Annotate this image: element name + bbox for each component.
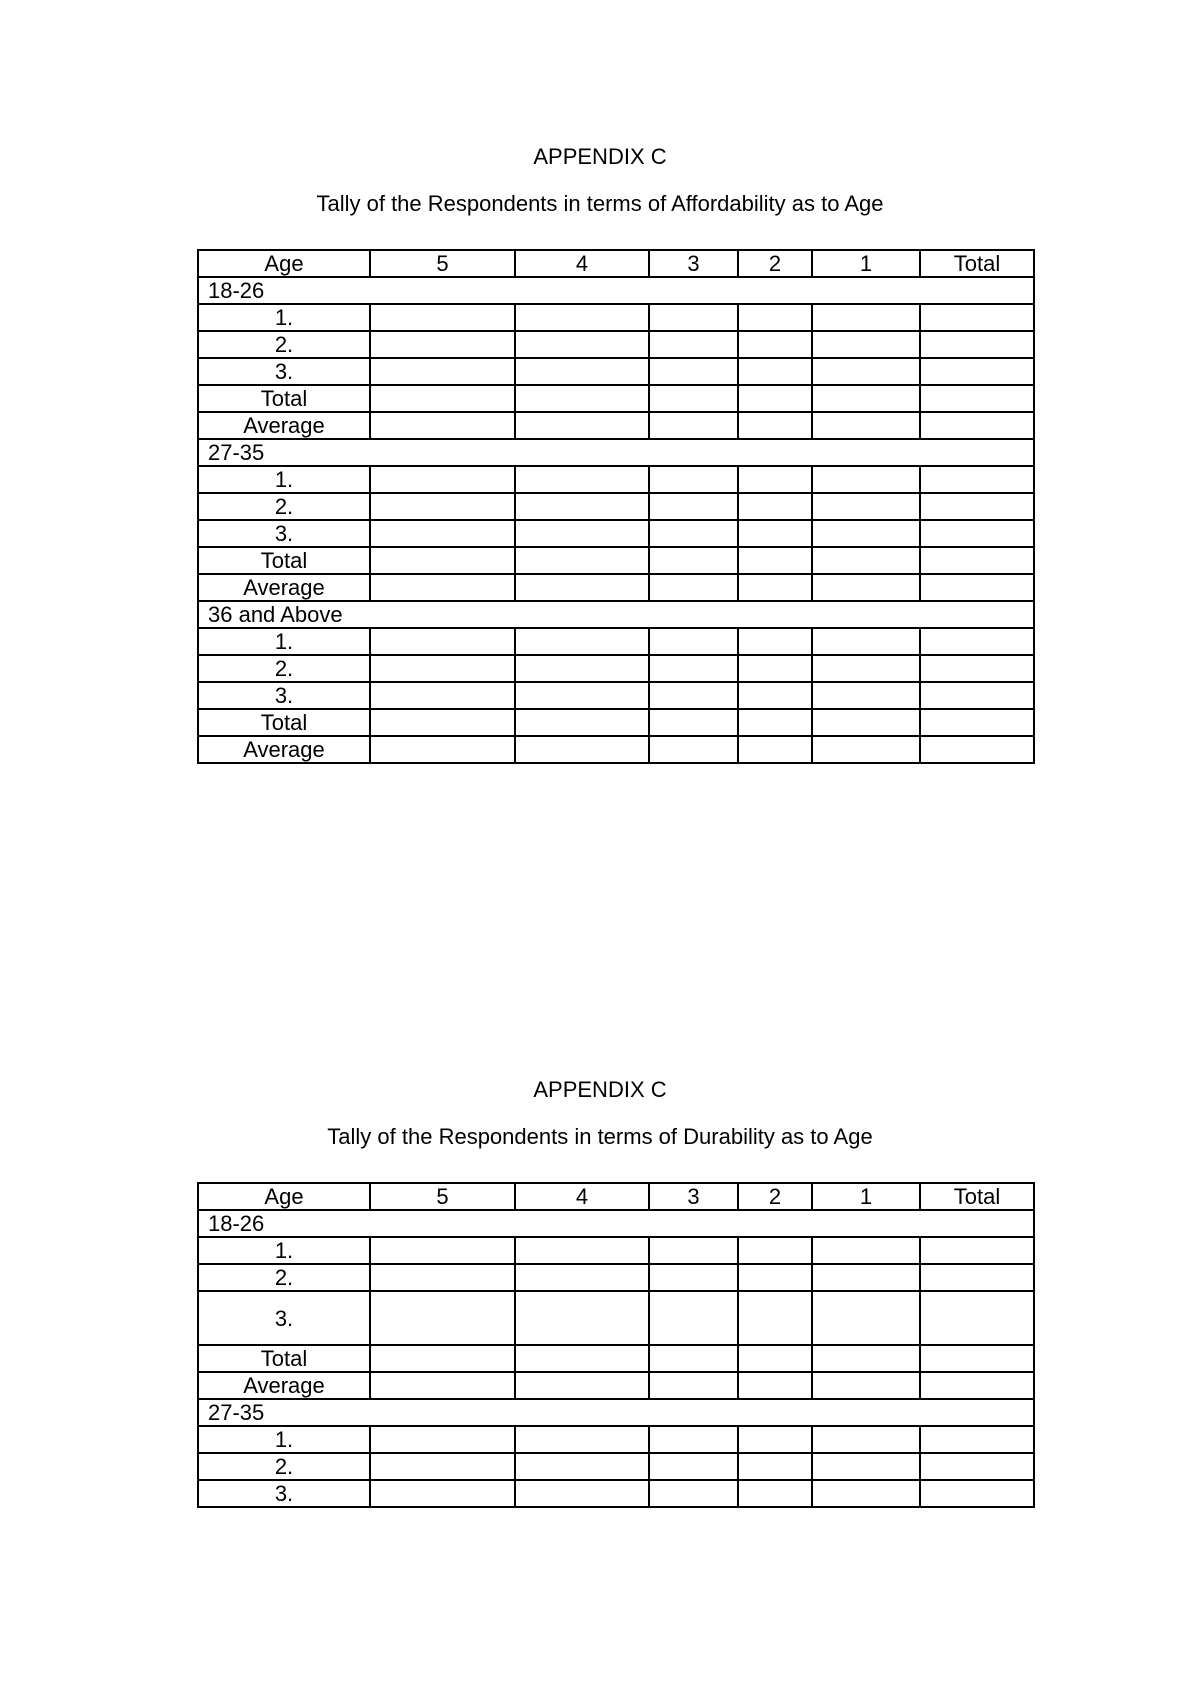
table-title: Tally of the Respondents in terms of Affordability as to Age	[316, 191, 884, 216]
tally-cell	[649, 1237, 738, 1264]
age-group-label: 18-26	[198, 277, 1034, 304]
column-header: Age	[198, 1183, 370, 1210]
row-label: Total	[198, 547, 370, 574]
tally-cell	[515, 412, 649, 439]
tally-cell	[812, 1426, 920, 1453]
tally-cell	[515, 1372, 649, 1399]
tally-cell	[370, 466, 515, 493]
tally-cell	[920, 1291, 1034, 1345]
appendix-heading: APPENDIX C	[533, 1077, 667, 1102]
tally-cell	[738, 412, 812, 439]
tally-cell	[738, 466, 812, 493]
tally-cell	[812, 466, 920, 493]
table-row	[198, 1372, 1034, 1399]
tally-cell	[812, 1345, 920, 1372]
tally-cell	[738, 1453, 812, 1480]
tally-cell	[515, 1345, 649, 1372]
column-header: 4	[515, 250, 649, 277]
tally-cell	[649, 493, 738, 520]
tally-cell	[920, 682, 1034, 709]
tally-cell	[920, 736, 1034, 763]
tally-cell	[738, 1480, 812, 1507]
tally-cell	[370, 358, 515, 385]
row-label: Total	[198, 709, 370, 736]
age-group-row	[198, 277, 1034, 304]
row-label: 2.	[198, 1264, 370, 1291]
column-header: 1	[812, 1183, 920, 1210]
age-group-row	[198, 439, 1034, 466]
tally-cell	[920, 1453, 1034, 1480]
column-header: Age	[198, 250, 370, 277]
tally-cell	[515, 682, 649, 709]
tally-cell	[515, 628, 649, 655]
tally-cell	[649, 412, 738, 439]
tally-cell	[515, 358, 649, 385]
column-header: 3	[649, 1183, 738, 1210]
table-row	[198, 520, 1034, 547]
row-label: 1.	[198, 628, 370, 655]
table-row	[198, 412, 1034, 439]
column-header: 1	[812, 250, 920, 277]
tally-cell	[649, 1345, 738, 1372]
tally-cell	[370, 574, 515, 601]
table-row	[198, 1426, 1034, 1453]
row-label: 3.	[198, 358, 370, 385]
tally-cell	[370, 1345, 515, 1372]
tally-cell	[812, 655, 920, 682]
tally-cell	[515, 547, 649, 574]
tally-cell	[515, 1237, 649, 1264]
table-row	[198, 493, 1034, 520]
tally-cell	[920, 466, 1034, 493]
tally-cell	[515, 304, 649, 331]
tally-cell	[812, 331, 920, 358]
tally-cell	[370, 1237, 515, 1264]
tally-cell	[515, 1264, 649, 1291]
tally-cell	[920, 655, 1034, 682]
tally-cell	[370, 520, 515, 547]
row-label: 3.	[198, 1480, 370, 1507]
tally-cell	[920, 304, 1034, 331]
appendix-heading: APPENDIX C	[533, 144, 667, 169]
tally-cell	[515, 466, 649, 493]
row-label: 1.	[198, 1426, 370, 1453]
tally-cell	[738, 1426, 812, 1453]
tally-cell	[370, 1453, 515, 1480]
tally-cell	[920, 520, 1034, 547]
column-header: 2	[738, 250, 812, 277]
table-row	[198, 682, 1034, 709]
table-row	[198, 331, 1034, 358]
header-row	[198, 250, 1034, 277]
tally-cell	[515, 574, 649, 601]
table-row	[198, 709, 1034, 736]
tally-cell	[370, 547, 515, 574]
tally-cell	[649, 1480, 738, 1507]
table-row	[198, 1237, 1034, 1264]
tally-cell	[812, 520, 920, 547]
tally-cell	[370, 655, 515, 682]
tally-cell	[920, 1480, 1034, 1507]
tally-cell	[649, 709, 738, 736]
table-row	[198, 736, 1034, 763]
tally-cell	[649, 1264, 738, 1291]
table-row	[198, 655, 1034, 682]
tally-cell	[738, 493, 812, 520]
row-label: 2.	[198, 331, 370, 358]
tally-cell	[920, 331, 1034, 358]
tally-cell	[812, 385, 920, 412]
tally-cell	[649, 547, 738, 574]
tally-cell	[920, 1426, 1034, 1453]
tally-cell	[370, 331, 515, 358]
tally-cell	[738, 736, 812, 763]
tally-cell	[738, 1264, 812, 1291]
tally-cell	[370, 1291, 515, 1345]
tally-cell	[812, 628, 920, 655]
tally-cell	[812, 736, 920, 763]
tally-cell	[738, 304, 812, 331]
tally-cell	[649, 466, 738, 493]
tally-cell	[812, 412, 920, 439]
tally-cell	[738, 1372, 812, 1399]
table-row	[198, 628, 1034, 655]
age-group-label: 27-35	[198, 439, 1034, 466]
tally-cell	[738, 547, 812, 574]
tally-cell	[920, 493, 1034, 520]
header-row	[198, 1183, 1034, 1210]
tally-cell	[920, 385, 1034, 412]
tally-cell	[738, 628, 812, 655]
tally-cell	[920, 574, 1034, 601]
tally-cell	[649, 1372, 738, 1399]
tally-cell	[370, 1372, 515, 1399]
row-label: Average	[198, 412, 370, 439]
tally-cell	[515, 709, 649, 736]
tally-cell	[812, 574, 920, 601]
tally-cell	[515, 1291, 649, 1345]
tally-cell	[370, 1264, 515, 1291]
tally-cell	[649, 358, 738, 385]
tally-cell	[738, 655, 812, 682]
tally-cell	[920, 547, 1034, 574]
tally-cell	[649, 1453, 738, 1480]
tally-cell	[920, 358, 1034, 385]
row-label: 1.	[198, 1237, 370, 1264]
tally-cell	[920, 1237, 1034, 1264]
tally-cell	[649, 1426, 738, 1453]
row-label: 1.	[198, 304, 370, 331]
row-label: 2.	[198, 1453, 370, 1480]
age-group-label: 27-35	[198, 1399, 1034, 1426]
tally-cell	[370, 1480, 515, 1507]
tally-cell	[920, 412, 1034, 439]
tally-cell	[515, 520, 649, 547]
tally-cell	[649, 1291, 738, 1345]
tally-cell	[812, 1237, 920, 1264]
tally-cell	[649, 304, 738, 331]
tally-cell	[649, 520, 738, 547]
row-label: 1.	[198, 466, 370, 493]
tally-cell	[812, 709, 920, 736]
table-row	[198, 1345, 1034, 1372]
tally-cell	[738, 358, 812, 385]
tally-cell	[812, 1291, 920, 1345]
tally-cell	[515, 655, 649, 682]
table-row	[198, 304, 1034, 331]
tally-cell	[920, 1345, 1034, 1372]
tally-cell	[649, 682, 738, 709]
tally-cell	[649, 736, 738, 763]
tally-cell	[370, 304, 515, 331]
age-group-label: 18-26	[198, 1210, 1034, 1237]
tally-cell	[812, 547, 920, 574]
table-row	[198, 1264, 1034, 1291]
row-label: Total	[198, 385, 370, 412]
tally-cell	[812, 304, 920, 331]
tally-cell	[920, 628, 1034, 655]
tally-cell	[370, 1426, 515, 1453]
tally-cell	[738, 574, 812, 601]
column-header: 5	[370, 250, 515, 277]
tally-cell	[515, 331, 649, 358]
tally-cell	[515, 1480, 649, 1507]
durability-tally-table	[197, 1182, 1035, 1508]
tally-cell	[738, 682, 812, 709]
tally-cell	[812, 1264, 920, 1291]
tally-cell	[370, 493, 515, 520]
table-row	[198, 466, 1034, 493]
tally-cell	[370, 736, 515, 763]
table-row	[198, 385, 1034, 412]
column-header: 5	[370, 1183, 515, 1210]
row-label: Total	[198, 1345, 370, 1372]
row-label: Average	[198, 574, 370, 601]
age-group-row	[198, 1399, 1034, 1426]
column-header: 3	[649, 250, 738, 277]
tally-cell	[738, 1291, 812, 1345]
tally-cell	[515, 1426, 649, 1453]
tally-cell	[738, 520, 812, 547]
tally-cell	[370, 628, 515, 655]
tally-cell	[812, 1480, 920, 1507]
tally-cell	[649, 574, 738, 601]
tally-cell	[920, 1372, 1034, 1399]
tally-cell	[370, 412, 515, 439]
tally-cell	[515, 1453, 649, 1480]
table-row	[198, 574, 1034, 601]
row-label: Average	[198, 1372, 370, 1399]
tally-cell	[649, 655, 738, 682]
table-row	[198, 1291, 1034, 1345]
column-header: Total	[920, 250, 1034, 277]
age-group-row	[198, 1210, 1034, 1237]
tally-cell	[738, 331, 812, 358]
column-header: 4	[515, 1183, 649, 1210]
tally-cell	[920, 1264, 1034, 1291]
row-label: 3.	[198, 520, 370, 547]
tally-cell	[812, 1372, 920, 1399]
table-row	[198, 1480, 1034, 1507]
tally-cell	[738, 709, 812, 736]
tally-cell	[812, 358, 920, 385]
tally-cell	[649, 331, 738, 358]
tally-cell	[812, 493, 920, 520]
tally-cell	[515, 385, 649, 412]
tally-cell	[649, 628, 738, 655]
tally-cell	[370, 385, 515, 412]
column-header: 2	[738, 1183, 812, 1210]
tally-cell	[515, 493, 649, 520]
tally-cell	[370, 709, 515, 736]
table-title: Tally of the Respondents in terms of Durability as to Age	[327, 1124, 873, 1149]
table-row	[198, 1453, 1034, 1480]
tally-cell	[812, 682, 920, 709]
age-group-row	[198, 601, 1034, 628]
tally-cell	[515, 736, 649, 763]
tally-cell	[812, 1453, 920, 1480]
row-label: 2.	[198, 493, 370, 520]
row-label: 3.	[198, 1291, 370, 1345]
row-label: 3.	[198, 682, 370, 709]
row-label: 2.	[198, 655, 370, 682]
age-group-label: 36 and Above	[198, 601, 1034, 628]
tally-cell	[738, 385, 812, 412]
tally-cell	[920, 709, 1034, 736]
table-row	[198, 358, 1034, 385]
row-label: Average	[198, 736, 370, 763]
column-header: Total	[920, 1183, 1034, 1210]
tally-cell	[370, 682, 515, 709]
tally-cell	[738, 1237, 812, 1264]
table-row	[198, 547, 1034, 574]
affordability-tally-table	[197, 249, 1035, 764]
tally-cell	[649, 385, 738, 412]
tally-cell	[738, 1345, 812, 1372]
